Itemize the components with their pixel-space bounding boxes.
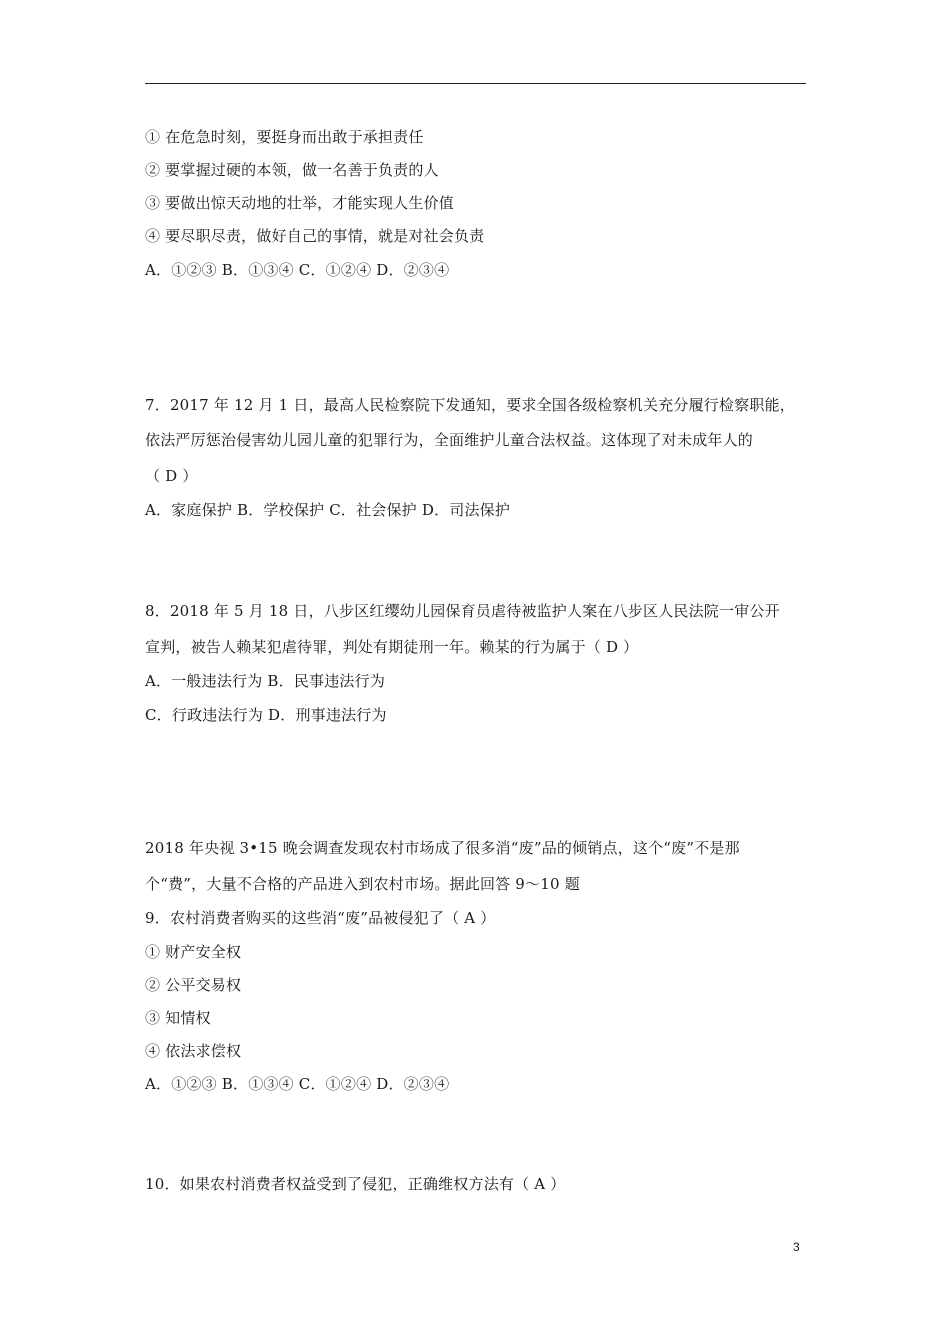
answer-choices: A．家庭保护 B．学校保护 C．社会保护 D．司法保护 [145, 501, 511, 519]
statement-4: ④ 依法求偿权 [145, 1042, 242, 1060]
question-text-line: 9．农村消费者购买的这些消“废”品被侵犯了（ A ） [145, 909, 496, 927]
answer-bracket: （ D ） [145, 467, 198, 485]
question-text-line: 10．如果农村消费者权益受到了侵犯，正确维权方法有（ A ） [145, 1175, 566, 1193]
passage-line: 个“费”，大量不合格的产品进入到农村市场。据此回答 9～10 题 [145, 875, 580, 893]
statement-1: ① 在危急时刻，要挺身而出敢于承担责任 [145, 128, 424, 146]
header-rule [145, 83, 806, 84]
question-text-line: 宣判，被告人赖某犯虐待罪，判处有期徒刑一年。赖某的行为属于（ D ） [145, 638, 639, 656]
statement-3: ③ 要做出惊天动地的壮举，才能实现人生价值 [145, 194, 454, 212]
statement-1: ① 财产安全权 [145, 943, 242, 961]
statement-2: ② 要掌握过硬的本领，做一名善于负责的人 [145, 161, 439, 179]
passage-line: 2018 年央视 3•15 晚会调查发现农村市场成了很多消“废”品的倾销点，这个“废”不是那 [145, 839, 740, 857]
answer-choices: A．一般违法行为 B．民事违法行为 [145, 672, 386, 690]
answer-choices: A．①②③ B．①③④ C．①②④ D．②③④ [145, 261, 450, 279]
statement-3: ③ 知情权 [145, 1009, 211, 1027]
statement-2: ② 公平交易权 [145, 976, 242, 994]
page-number: 3 [793, 1240, 800, 1254]
question-text-line: 8．2018 年 5 月 18 日，八步区红缨幼儿园保育员虐待被监护人案在八步区人民法院一审公开 [145, 602, 780, 620]
question-text-line: 依法严厉惩治侵害幼儿园儿童的犯罪行为，全面维护儿童合法权益。这体现了对未成年人的 [145, 431, 754, 449]
question-text-line: 7．2017 年 12 月 1 日，最高人民检察院下发通知，要求全国各级检察机关充分履行检察职能， [145, 396, 795, 414]
answer-choices: C．行政违法行为 D．刑事违法行为 [145, 706, 387, 724]
statement-4: ④ 要尽职尽责，做好自己的事情，就是对社会负责 [145, 227, 485, 245]
answer-choices: A．①②③ B．①③④ C．①②④ D．②③④ [145, 1075, 450, 1093]
